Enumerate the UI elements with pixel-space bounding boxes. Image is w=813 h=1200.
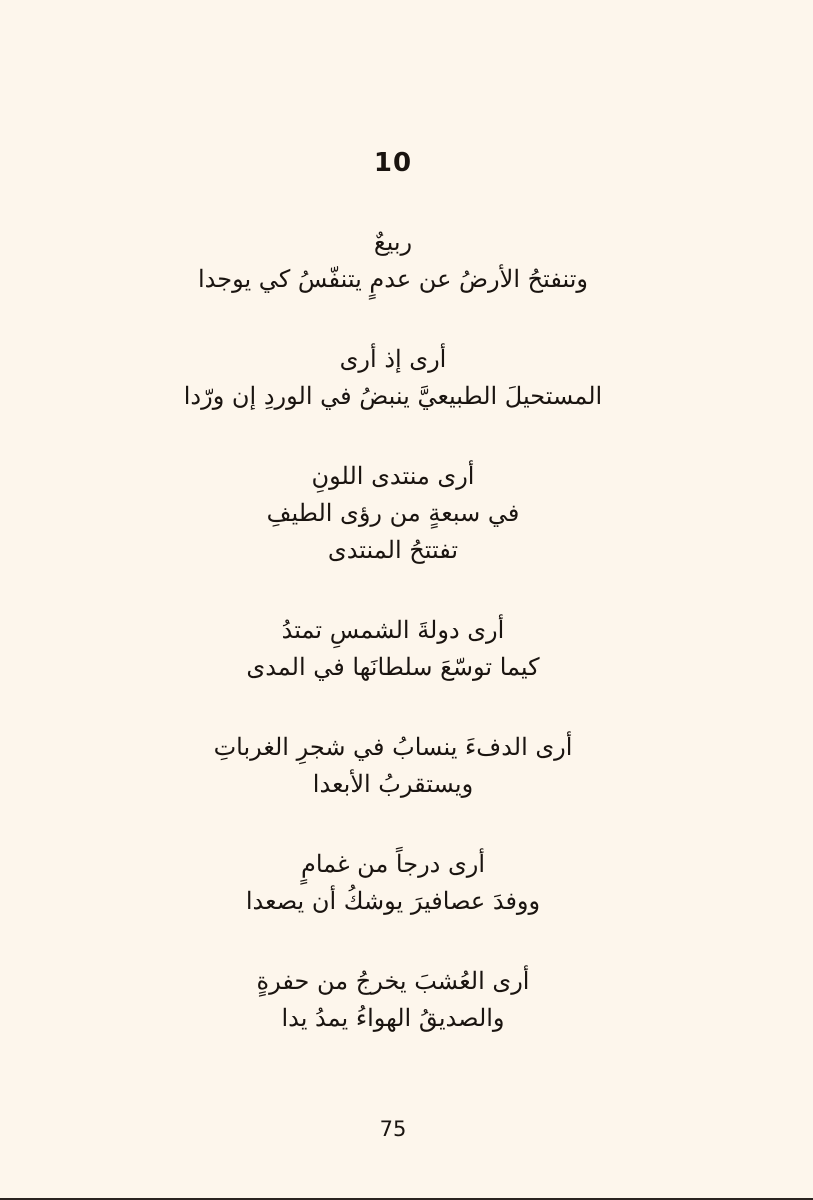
poem-line: كيما توسّعَ سلطانَها في المدى: [246, 653, 540, 681]
poem-line: أرى درجاً من غمامٍ: [300, 850, 486, 878]
poem-number: 10: [373, 148, 413, 178]
poem-line: أرى العُشبَ يخرجُ من حفرةٍ: [256, 967, 530, 995]
poem-body: [0, 224, 786, 1037]
poem-line: أرى إذ أرى: [339, 345, 447, 373]
poem-line: المستحيلَ الطبيعيَّ ينبضُ في الوردِ إن ورّدا: [183, 382, 603, 410]
poem-line: أرى الدفءَ ينسابُ في شجرِ الغرباتِ: [213, 733, 573, 761]
stanza: [0, 458, 786, 569]
poem-line: تفتتحُ المنتدى: [327, 536, 459, 564]
poem-line: أرى منتدى اللونِ: [311, 462, 475, 490]
stanza: [0, 224, 786, 298]
poem-line: ويستقربُ الأبعدا: [312, 770, 474, 798]
poem-line: ربيعٌ: [373, 228, 413, 256]
poem-line: في سبعةٍ من رؤى الطيفِ: [266, 499, 520, 527]
stanza: [0, 846, 786, 920]
stanza: [0, 963, 786, 1037]
poem-line: وتنفتحُ الأرضُ عن عدمٍ يتنفّسُ كي يوجدا: [198, 265, 588, 293]
stanza: [0, 341, 786, 415]
poem-line: ووفدَ عصافيرَ يوشكُ أن يصعدا: [245, 887, 541, 915]
stanza: [0, 612, 786, 686]
poem-line: والصديقُ الهواءُ يمدُ يدا: [281, 1004, 505, 1032]
page-number: 75: [379, 1117, 407, 1141]
stanza: [0, 729, 786, 803]
poem-line: أرى دولةَ الشمسِ تمتدُ: [281, 616, 505, 644]
